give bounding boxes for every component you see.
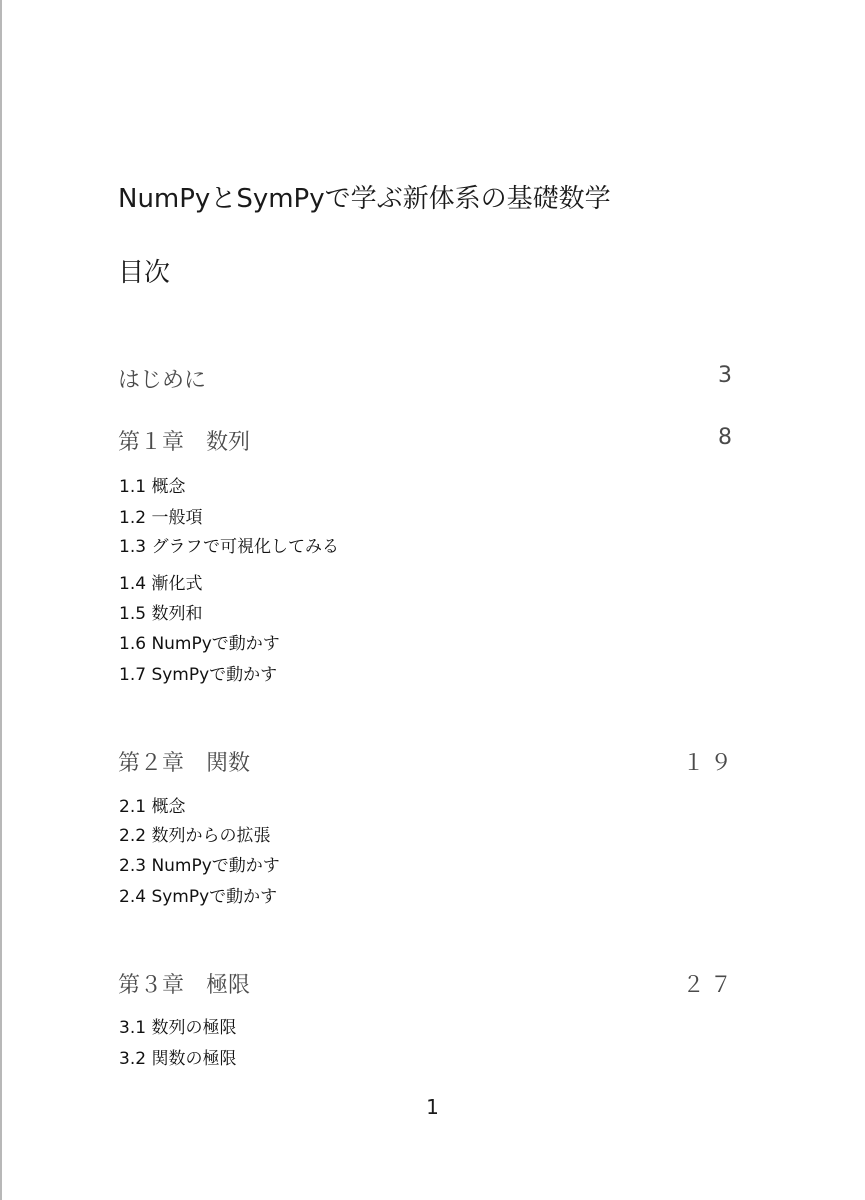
toc-entry-intro[interactable] [118, 363, 738, 394]
toc-chapter-label: 第１章 数列 [118, 430, 251, 455]
toc-chapter-page: ２７ [682, 973, 738, 998]
toc-section-2-4[interactable]: 2.4 SymPyで動かす [119, 887, 278, 907]
toc-chapter-2[interactable] [118, 746, 738, 777]
toc-heading: 目次 [118, 258, 171, 288]
toc-section-1-3[interactable]: 1.3 グラフで可視化してみる [119, 537, 339, 557]
toc-section-3-2[interactable]: 3.2 関数の極限 [119, 1049, 237, 1069]
toc-section-1-2[interactable]: 1.2 一般項 [119, 508, 203, 528]
toc-section-2-2[interactable]: 2.2 数列からの拡張 [119, 826, 271, 846]
toc-chapter-page: 8 [718, 425, 738, 450]
toc-chapter-label: 第２章 関数 [118, 751, 251, 776]
toc-chapter-1[interactable] [118, 425, 738, 456]
toc-entry-label: はじめに [118, 368, 207, 393]
toc-section-2-1[interactable]: 2.1 概念 [119, 797, 186, 817]
toc-entry-page: 3 [718, 363, 738, 388]
toc-chapter-3[interactable] [118, 968, 738, 999]
toc-section-1-6[interactable]: 1.6 NumPyで動かす [119, 634, 280, 654]
page-number: 1 [426, 1095, 439, 1119]
toc-section-1-1[interactable]: 1.1 概念 [119, 477, 186, 497]
document-title: NumPyとSymPyで学ぶ新体系の基礎数学 [118, 184, 611, 214]
toc-section-1-4[interactable]: 1.4 漸化式 [119, 574, 203, 594]
toc-chapter-label: 第３章 極限 [118, 973, 251, 998]
toc-chapter-page: １９ [682, 751, 738, 776]
toc-section-1-7[interactable]: 1.7 SymPyで動かす [119, 665, 278, 685]
toc-section-2-3[interactable]: 2.3 NumPyで動かす [119, 856, 280, 876]
page-left-border [0, 0, 2, 1200]
toc-section-1-5[interactable]: 1.5 数列和 [119, 604, 203, 624]
toc-section-3-1[interactable]: 3.1 数列の極限 [119, 1018, 237, 1038]
